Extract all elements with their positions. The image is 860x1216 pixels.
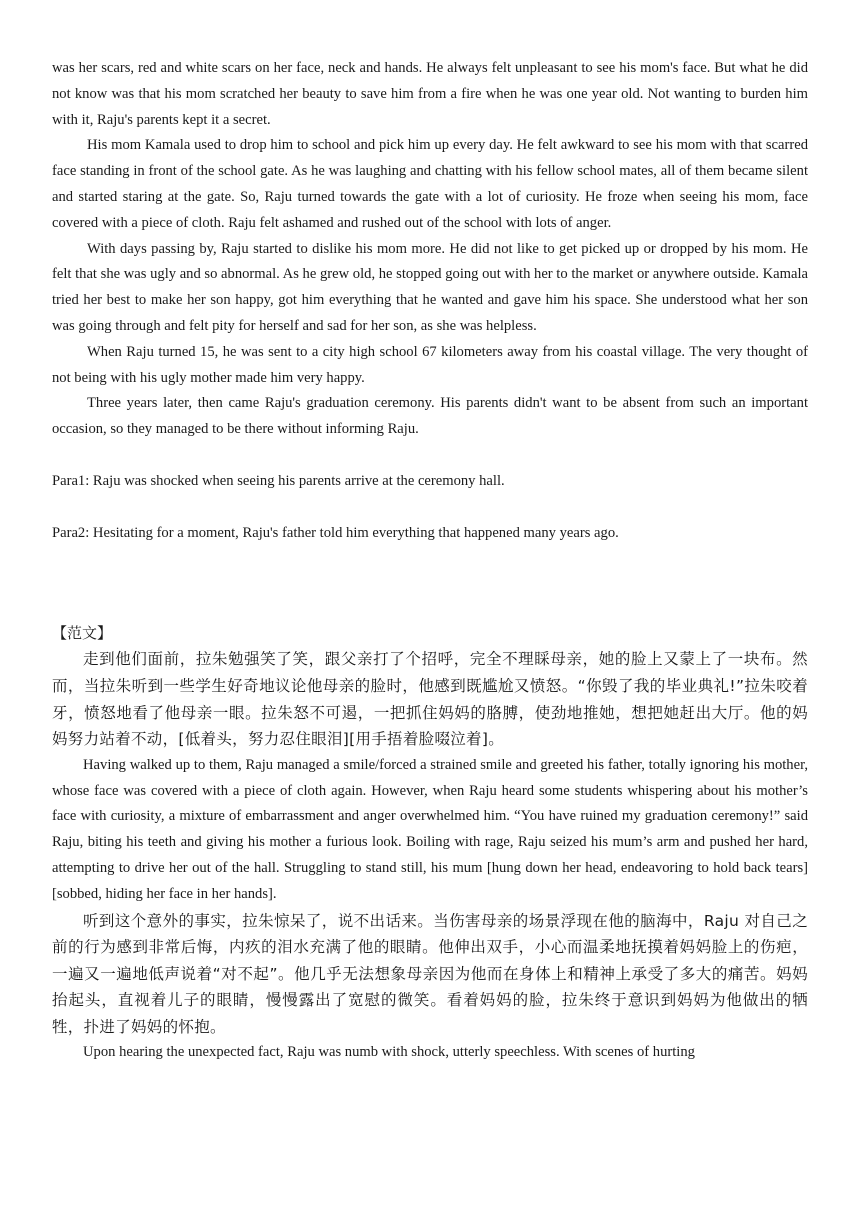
story-paragraph-5: Three years later, then came Raju's graduation ceremony. His parents didn't want to be absent from such an important occasion, so they managed to be there without informing Raju. (52, 395, 808, 438)
spacer (52, 495, 808, 521)
model-answer-para1-english: Having walked up to them, Raju managed a smile/forced a strained smile and greeted his father, totally ignoring his mother, whose face was covered with a piece of cloth again. However, when Raju heard some students whispering about his mother’s face with curiosity, a mixture of embarrassment and anger overwhelmed him. “You have ruined my graduation ceremony!” said Raju, biting his teeth and giving his mother a furious look. Boiling with rage, Raju seized his mum’s arm and pushed her hard, attempting to drive her out of the hall. Struggling to stand still, his mum [hung down her head, endeavoring to hold back tears][sobbed, hiding her face in her hands]. (52, 756, 808, 902)
prompt-para1: Para1: Raju was shocked when seeing his parents arrive at the ceremony hall. (52, 472, 505, 489)
document-page (52, 56, 808, 1066)
story-paragraph-4: When Raju turned 15, he was sent to a city high school 67 kilometers away from his coastal village. The very thought of not being with his ugly mother made him very happy. (52, 343, 808, 386)
story-paragraph-1: was her scars, red and white scars on her face, neck and hands. He always felt unpleasant to see his mom's face. But what he did not know was that his mom scratched her beauty to save him from a fire when he was one year old. Not wanting to burden him with it, Raju's parents kept it a secret. (52, 60, 808, 128)
model-answer-para2-chinese: 听到这个意外的事实，拉朱惊呆了，说不出话来。当伤害母亲的场景浮现在他的脑海中，Raju 对自己之前的行为感到非常后悔，内疚的泪水充满了他的眼睛。他伸出双手，小心而温柔地抚摸着妈妈脸上的伤疤，一遍又一遍地低声说着“对不起”。他几乎无法想象母亲因为他而在身体上和精神上承受了多大的痛苦。妈妈抬起头，直视着儿子的眼睛，慢慢露出了宽慰的微笑。看着妈妈的脸，拉朱终于意识到妈妈为他做出的牺牲，扑进了妈妈的怀抱。 (52, 911, 808, 1036)
story-paragraph-2: His mom Kamala used to drop him to school and pick him up every day. He felt awkward to see his mom with that scarred face standing in front of the school gate. As he was laughing and chatting with his fellow school mates, all of them became silent and started staring at the gate. So, Raju turned towards the gate with a lot of curiosity. He froze when seeing his mom, face covered with a piece of cloth. Raju felt ashamed and rushed out of the school with lots of anger. (52, 137, 808, 231)
story-paragraph-3: With days passing by, Raju started to dislike his mom more. He did not like to get picked up or dropped by his mom. He felt that she was ugly and so abnormal. As he grew old, he stopped going out with her to the market or anywhere outside. Kamala tried her best to make her son happy, got him everything that he wanted and gave him his space. She understood what her son was going through and felt pity for herself and sad for her son, as she was helpless. (52, 240, 808, 334)
spacer (52, 547, 808, 621)
prompt-para2: Para2: Hesitating for a moment, Raju's father told him everything that happened many years ago. (52, 524, 619, 541)
spacer (52, 443, 808, 469)
model-answer-heading: 【范文】 (52, 623, 113, 642)
model-answer-para2-english: Upon hearing the unexpected fact, Raju was numb with shock, utterly speechless. With scenes of hurting (83, 1044, 695, 1061)
model-answer-para1-chinese: 走到他们面前，拉朱勉强笑了笑，跟父亲打了个招呼，完全不理睬母亲，她的脸上又蒙上了一块布。然而，当拉朱听到一些学生好奇地议论他母亲的脸时，他感到既尴尬又愤怒。“你毁了我的毕业典礼!”拉朱咬着牙，愤怒地看了他母亲一眼。拉朱怒不可遏，一把抓住妈妈的胳膊，使劲地推她，想把她赶出大厅。他的妈妈努力站着不动，[低着头，努力忍住眼泪][用手捂着脸啜泣着]。 (52, 650, 808, 749)
